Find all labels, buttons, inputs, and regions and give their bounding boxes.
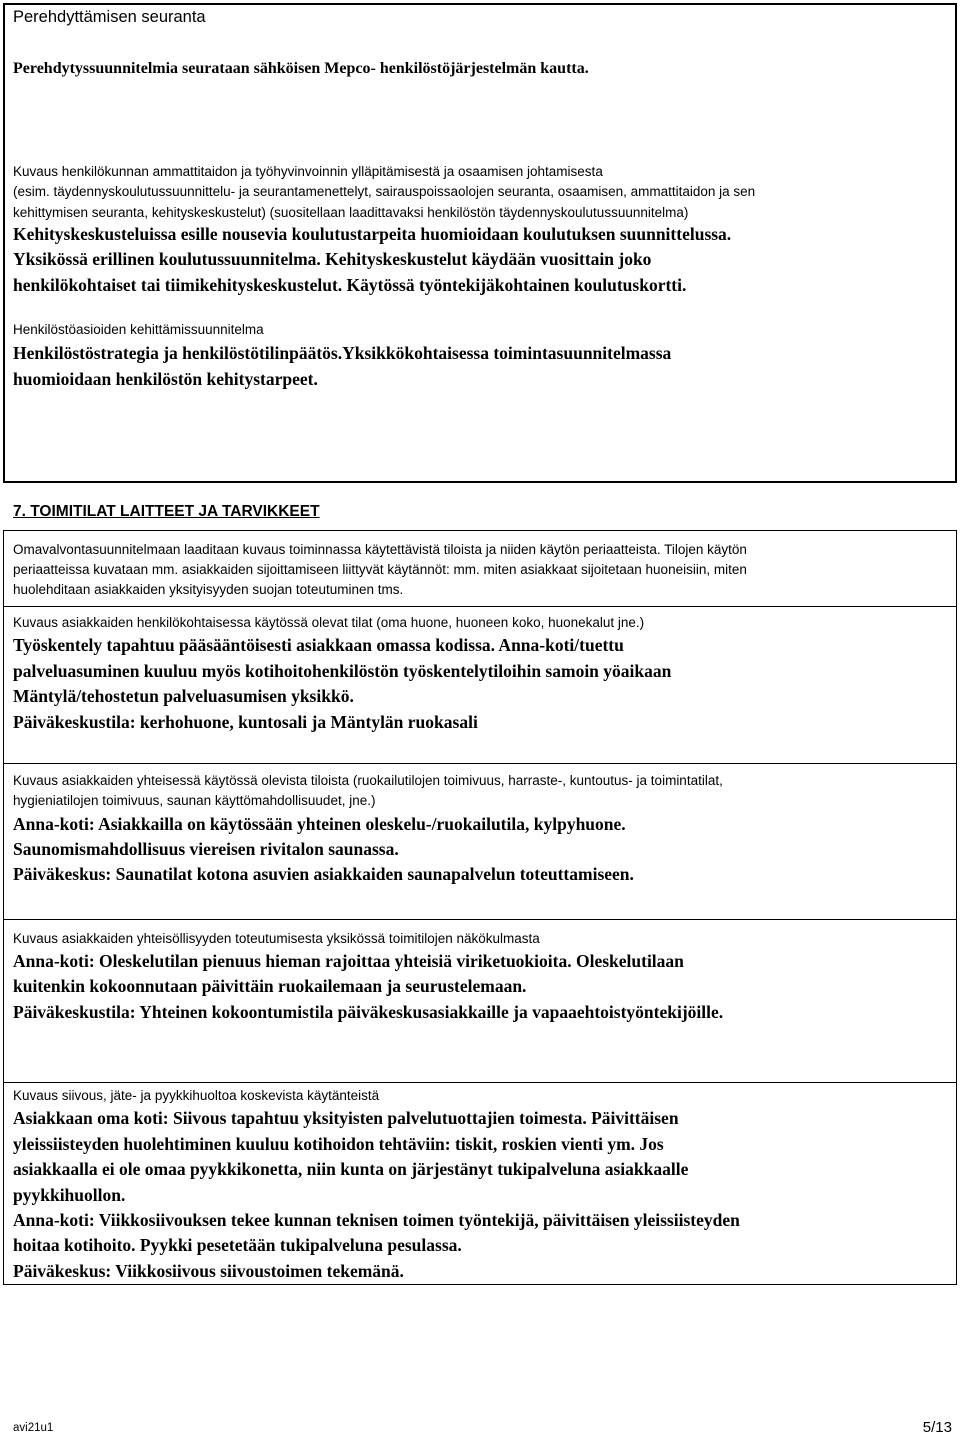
table-border-left bbox=[3, 530, 4, 1285]
shared-spaces-answer-line: Saunomismahdollisuus viereisen rivitalon saunassa. bbox=[13, 839, 399, 859]
plan-answer-line: Henkilöstöstrategia ja henkilöstötilinpäätös.Yksikkökohtaisessa toimintasuunnitelmassa bbox=[13, 343, 672, 363]
box1-title: Perehdyttämisen seuranta bbox=[13, 8, 206, 26]
personal-spaces-answer-line: palveluasuminen kuuluu myös kotihoitohenkilöstön työskentelytiloihin samoin yöaikaan bbox=[13, 661, 672, 681]
footer-page-number: 5/13 bbox=[922, 1419, 952, 1436]
cleaning-answer-line: yleissiisteyden huolehtiminen kuuluu kotihoidon tehtäviin: tiskit, roskien vienti ym. Jos bbox=[13, 1134, 664, 1154]
personal-spaces-question: Kuvaus asiakkaiden henkilökohtaisessa käytössä olevat tilat (oma huone, huoneen koko, huonekalut jne.) bbox=[13, 615, 645, 630]
shared-spaces-question-line: hygieniatilojen toimivuus, saunan käyttömahdollisuudet, jne.) bbox=[13, 793, 376, 808]
competence-question-line: Kuvaus henkilökunnan ammattitaidon ja työhyvinvoinnin ylläpitämisestä ja osaamisen johtamisesta bbox=[13, 164, 603, 179]
table-border-right bbox=[956, 530, 957, 1285]
cleaning-answer-line: Asiakkaan oma koti: Siivous tapahtuu yksityisten palvelutuottajien toimesta. Päivittäisen bbox=[13, 1108, 679, 1128]
personal-spaces-answer-line: Päiväkeskustila: kerhohuone, kuntosali ja Mäntylän ruokasali bbox=[13, 712, 478, 732]
community-answer-line: Anna-koti: Oleskelutilan pienuus hieman rajoittaa yhteisiä viriketuokioita. Oleskelutilaan bbox=[13, 951, 684, 971]
table-divider bbox=[3, 763, 957, 764]
cleaning-answer-line: Päiväkeskus: Viikkosiivous siivoustoimen tekemänä. bbox=[13, 1261, 404, 1281]
table-divider bbox=[3, 1082, 957, 1083]
community-question: Kuvaus asiakkaiden yhteisöllisyyden toteutumisesta yksikössä toimitilojen näkökulmasta bbox=[13, 931, 540, 946]
competence-question-line: (esim. täydennyskoulutussuunnittelu- ja seurantamenettelyt, sairauspoissaolojen seuranta, osaamisen, ammattitaidon ja sen bbox=[13, 184, 756, 199]
shared-spaces-answer-line: Päiväkeskus: Saunatilat kotona asuvien asiakkaiden saunapalvelun toteuttamiseen. bbox=[13, 864, 634, 884]
competence-answer-line: Yksikössä erillinen koulutussuunnitelma. Kehityskeskustelut käydään vuosittain joko bbox=[13, 249, 652, 269]
competence-question-line: kehittymisen seuranta, kehityskeskustelut) (suositellaan laadittavaksi henkilöstön täydennyskoulutussuunnitelma) bbox=[13, 205, 689, 220]
cleaning-answer-line: hoitaa kotihoito. Pyykki pesetetään tukipalveluna pesulassa. bbox=[13, 1235, 462, 1255]
shared-spaces-answer-line: Anna-koti: Asiakkailla on käytössään yhteinen oleskelu-/ruokailutila, kylpyhuone. bbox=[13, 814, 626, 834]
personal-spaces-answer-line: Mäntylä/tehostetun palveluasumisen yksikkö. bbox=[13, 686, 354, 706]
table-divider bbox=[3, 919, 957, 920]
cleaning-question: Kuvaus siivous, jäte- ja pyykkihuoltoa koskevista käytänteistä bbox=[13, 1088, 380, 1103]
shared-spaces-question-line: Kuvaus asiakkaiden yhteisessä käytössä olevista tiloista (ruokailutilojen toimivuus, harraste-, kuntoutus- ja toimintatilat, bbox=[13, 773, 723, 788]
section-7-heading: 7. TOIMITILAT LAITTEET JA TARVIKKEET bbox=[13, 503, 320, 520]
cleaning-answer-line: asiakkaalla ei ole omaa pyykkikonetta, niin kunta on järjestänyt tukipalveluna asiakkaalle bbox=[13, 1159, 689, 1179]
cleaning-answer-line: Anna-koti: Viikkosiivouksen tekee kunnan teknisen toimen työntekijä, päivittäisen yleissiisteyden bbox=[13, 1210, 740, 1230]
footer-doc-id: avi21u1 bbox=[13, 1422, 54, 1434]
table-divider bbox=[3, 606, 957, 607]
section-7-intro-line: huolehditaan asiakkaiden yksityisyyden suojan toteutuminen tms. bbox=[13, 582, 404, 597]
box1-lead-text: Perehdytyssuunnitelmia seurataan sähköisen Mepco- henkilöstöjärjestelmän kautta. bbox=[13, 60, 589, 77]
personal-spaces-answer-line: Työskentely tapahtuu pääsääntöisesti asiakkaan omassa kodissa. Anna-koti/tuettu bbox=[13, 635, 624, 655]
community-answer-line: Päiväkeskustila: Yhteinen kokoontumistila päiväkeskusasiakkaille ja vapaaehtoistyöntekijöille. bbox=[13, 1002, 724, 1022]
section-7-intro-line: Omavalvontasuunnitelmaan laaditaan kuvaus toiminnassa käytettävistä tiloista ja niiden käytön periaatteista. Tilojen käytön bbox=[13, 542, 747, 557]
plan-question: Henkilöstöasioiden kehittämissuunnitelma bbox=[13, 322, 264, 337]
section-7-intro-line: periaatteissa kuvataan mm. asiakkaiden sijoittamiseen liittyvät käytännöt: mm. miten asiakkaat sijoitetaan huoneisiin, miten bbox=[13, 562, 747, 577]
competence-answer-line: Kehityskeskusteluissa esille nousevia koulutustarpeita huomioidaan koulutuksen suunnittelussa. bbox=[13, 224, 732, 244]
competence-answer-line: henkilökohtaiset tai tiimikehityskeskustelut. Käytössä työntekijäkohtainen koulutuskortti. bbox=[13, 275, 687, 295]
plan-answer-line: huomioidaan henkilöstön kehitystarpeet. bbox=[13, 369, 318, 389]
cleaning-answer-line: pyykkihuollon. bbox=[13, 1185, 126, 1205]
table-border-top bbox=[3, 530, 957, 531]
community-answer-line: kuitenkin kokoonnutaan päivittäin ruokailemaan ja seurustelemaan. bbox=[13, 976, 527, 996]
